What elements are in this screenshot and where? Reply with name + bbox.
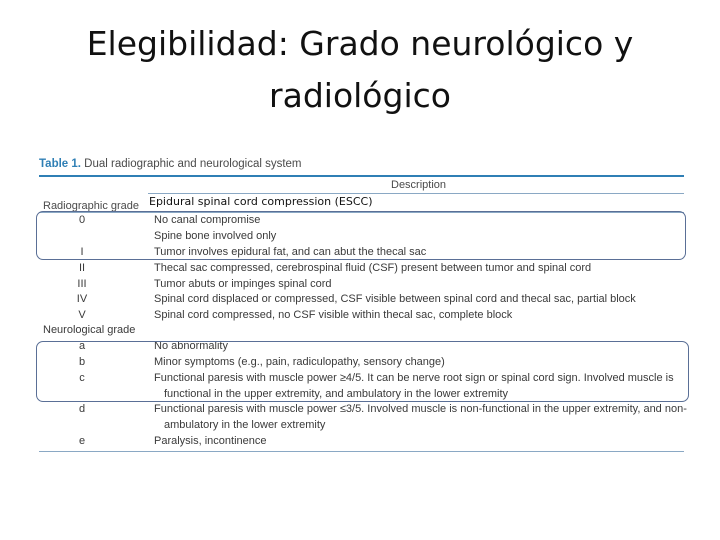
slide-title	[0, 18, 720, 122]
grade-cell: d	[78, 403, 86, 415]
description-cell: No abnormality	[154, 340, 228, 352]
grade-cell: c	[79, 372, 85, 384]
description-cell: Spine bone involved only	[154, 230, 277, 242]
description-cell: Tumor abuts or impinges spinal cord	[154, 278, 332, 290]
description-cell	[154, 402, 689, 433]
table-caption-text: Dual radiographic and neurological system	[84, 158, 302, 170]
description-cell: No canal compromise	[154, 214, 261, 226]
table-caption	[39, 158, 302, 170]
description-cell: Paralysis, incontinence	[154, 435, 267, 447]
description-cell: Tumor involves epidural fat, and can abut the thecal sac	[154, 246, 427, 258]
description-line-1: Functional paresis with muscle power ≤3/5. Involved muscle is non-functional in the upper extremity, and non-	[154, 403, 687, 415]
slide-title-line-2: radiológico	[269, 76, 451, 115]
radiographic-grade-label: Radiographic grade	[43, 200, 140, 212]
description-cell: Spinal cord compressed, no CSF visible within thecal sac, complete block	[154, 309, 513, 321]
description-line-2: ambulatory in the lower extremity	[164, 418, 326, 431]
radiographic-highlight-box	[36, 211, 686, 260]
table-top-rule	[39, 175, 684, 177]
table-bottom-rule	[39, 451, 684, 452]
description-cell: Thecal sac compressed, cerebrospinal fluid (CSF) present between tumor and spinal cord	[154, 262, 592, 274]
table-caption-label: Table 1.	[39, 158, 81, 170]
description-cell: Minor symptoms (e.g., pain, radiculopathy, sensory change)	[154, 356, 445, 368]
grade-cell: V	[78, 309, 86, 321]
description-line-2: functional in the upper extremity, and ambulatory in the lower extremity	[164, 387, 509, 400]
header-divider-rule	[148, 193, 684, 194]
grade-cell: I	[80, 246, 84, 258]
neurological-highlight-box	[36, 341, 689, 402]
grade-cell: b	[78, 356, 86, 368]
grade-cell: a	[78, 340, 86, 352]
escc-annotation: Epidural spinal cord compression (ESCC)	[149, 195, 373, 208]
grade-cell: II	[78, 262, 86, 274]
description-cell: Spinal cord displaced or compressed, CSF visible between spinal cord and thecal sac, partial block	[154, 293, 636, 305]
slide-title-line-1: Elegibilidad: Grado neurológico y	[86, 24, 634, 63]
description-line-1: Functional paresis with muscle power ≥4/5. It can be nerve root sign or spinal cord sign. Involved muscle is	[154, 372, 674, 384]
grade-cell: III	[77, 278, 87, 290]
column-header-description: Description	[391, 179, 447, 191]
neurological-grade-label: Neurological grade	[43, 324, 136, 336]
grade-cell: e	[78, 435, 86, 447]
grade-cell: 0	[78, 214, 86, 226]
grade-cell: IV	[76, 293, 88, 305]
